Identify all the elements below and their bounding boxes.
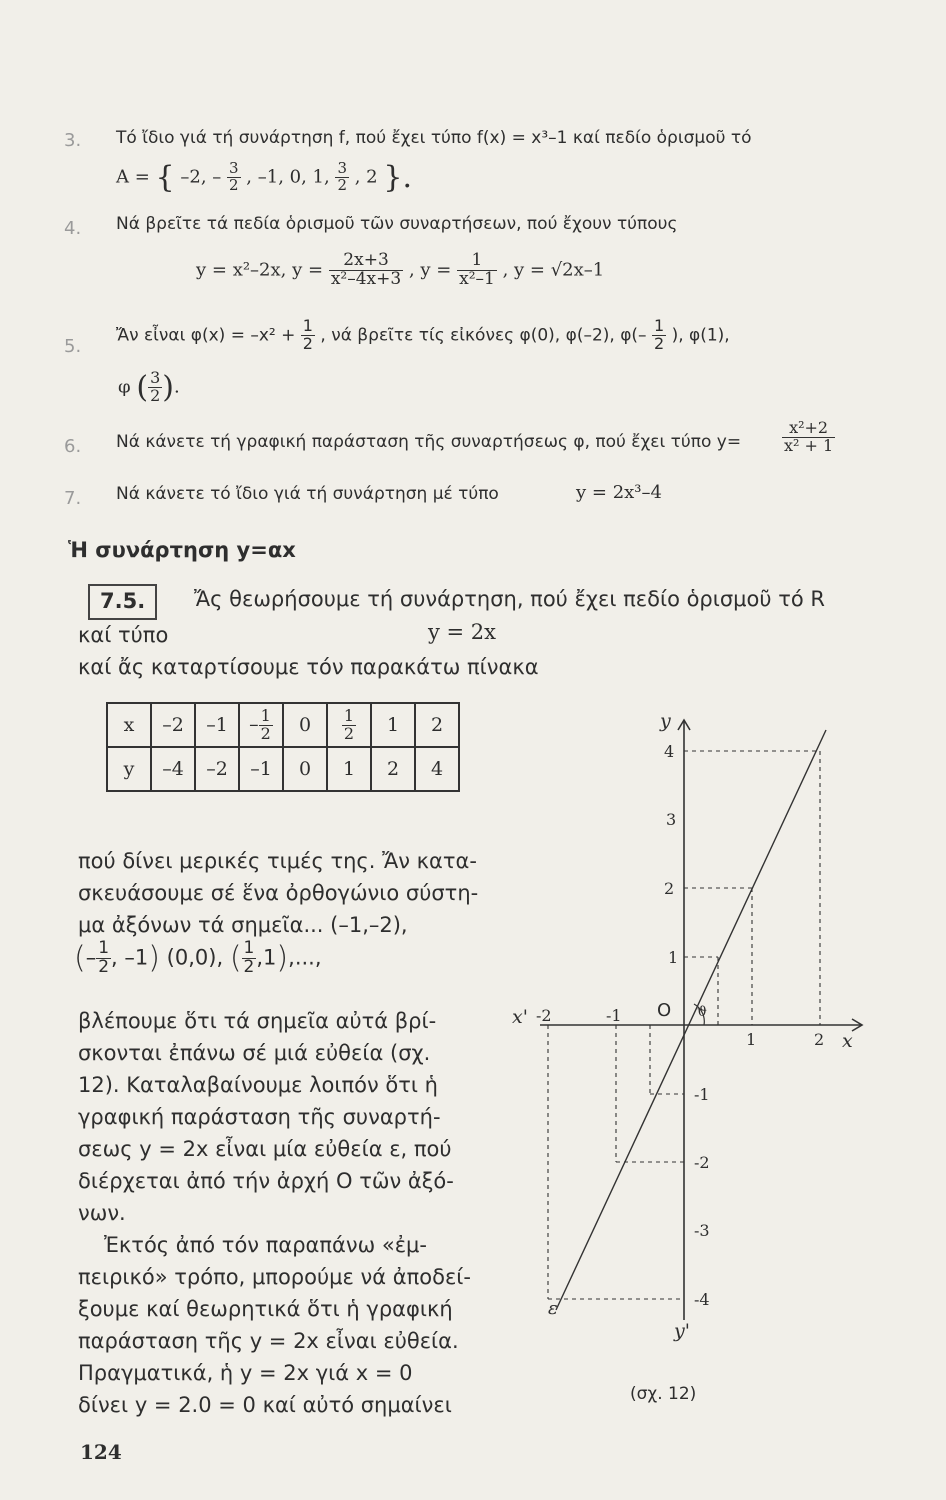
y-tick-label: 4 (664, 742, 675, 761)
para-line: Ἐκτός ἀπό τόν παραπάνω «ἐμ- (104, 1233, 427, 1257)
para-line: νων. (78, 1201, 126, 1225)
formula-3-fraction: $\frac{1}{\text{x²–1}}$ (459, 250, 495, 289)
x-tick-label: -2 (536, 1006, 552, 1025)
table-cell: 1 (327, 747, 371, 791)
exercise-6-fraction: $\frac{\text{x²+2}}{\text{x² + 1}}$ (784, 418, 834, 455)
table-cell: 0 (283, 703, 327, 747)
phi-symbol: φ (118, 376, 131, 398)
section-intro-c: καί ἄς καταρτίσουμε τόν παρακάτω πίνακα (78, 655, 539, 679)
formula-1: y = x²–2x, (196, 259, 287, 281)
ex5-part-a: Ἄν εἶναι φ(x) = –x² + (116, 325, 296, 346)
exercise-6-text: Νά κάνετε τή γραφική παράσταση τῆς συναρτήσεως φ, πού ἔχει τύπο y= (116, 432, 742, 452)
set-fraction: $\frac{3}{2}$ (229, 159, 239, 194)
exercise-7-text: Νά κάνετε τό ἴδιο γιά τή συνάρτηση μέ τύπο (116, 484, 499, 504)
table-cell: –2 (195, 747, 239, 791)
exercise-3-text: Τό ἴδιο γιά τή συνάρτηση f, πού ἔχει τύπο f(x) = x³–1 καί πεδίο ὁρισμοῦ τό (116, 128, 752, 148)
y-tick-label: 2 (664, 879, 675, 898)
table-cell: y (107, 747, 151, 791)
para-points: (– $\frac{1}{2}$ , –1) (0,0), ( $\frac{1}{2}$ ,1),..., (74, 938, 322, 977)
exercise-7-number: 7. (64, 488, 82, 509)
set-item: –2, – (180, 166, 222, 188)
table-cell: 1 (371, 703, 415, 747)
exercise-5-phi-three-halves: φ ( $\frac{3}{2}$ ). (118, 368, 180, 405)
section-heading: Ἡ συνάρτηση y=αx (68, 538, 296, 562)
y-axis-label: y (660, 710, 671, 732)
ex5-end: . (173, 376, 180, 398)
exercise-6-number: 6. (64, 436, 82, 457)
line-label: ε (548, 1298, 558, 1319)
exercise-5-number: 5. (64, 336, 82, 357)
para-line: δίνει y = 2.0 = 0 καί αὐτό σημαίνει (78, 1393, 452, 1417)
table-cell: 4 (415, 747, 459, 791)
section-formula: y = 2x (428, 620, 497, 644)
table-cell: 0 (283, 747, 327, 791)
para-line: μα ἀξόνων τά σημεῖα... (–1,–2), (78, 913, 408, 937)
exercise-4-text: Νά βρεῖτε τά πεδία ὁρισμοῦ τῶν συναρτήσεων, πού ἔχουν τύπους (116, 214, 678, 234)
formula-2-fraction: $\frac{2x+3}{\text{x²–4x+3}}$ (330, 250, 402, 289)
para-line: πού δίνει μερικές τιμές της. Ἄν κατα- (78, 849, 477, 873)
ex5-half-fraction: $\frac{1}{2}$ (302, 316, 313, 353)
y-neg-axis-label: y' (674, 1320, 690, 1342)
ex5-part-b: , νά βρεῖτε τίς εἰκόνες φ(0), φ(–2), φ(– (320, 325, 647, 346)
formula-2-prefix: y = (292, 259, 324, 281)
set-open-brace: { (155, 160, 175, 195)
y-tick-label: -1 (694, 1085, 710, 1104)
y-tick-label: -2 (694, 1153, 710, 1172)
table-cell: –2 (151, 703, 195, 747)
para-line: παράσταση τῆς y = 2x εἶναι εὐθεία. (78, 1329, 459, 1353)
para-line: γραφική παράσταση τῆς συναρτή- (78, 1105, 441, 1129)
x-axis-label: x (842, 1030, 853, 1052)
y-tick-label: 3 (666, 810, 677, 829)
page-number: 124 (80, 1440, 122, 1464)
table-cell: x (107, 703, 151, 747)
para-line: σκευάσουμε σέ ἕνα ὀρθογώνιο σύστη- (78, 881, 479, 905)
ex5-part-c: ), φ(1), (671, 325, 730, 346)
para-line: πειρικό» τρόπο, μπορούμε νά ἀποδεί- (78, 1265, 471, 1289)
set-item: , 2 (354, 166, 378, 188)
para-line: 12). Καταλαβαίνουμε λοιπόν ὅτι ἡ (78, 1073, 438, 1097)
formula-3-prefix: , y = (408, 259, 452, 281)
x-tick-label: 2 (814, 1030, 825, 1049)
table-cell: –1 (239, 747, 283, 791)
para-line: ξουμε καί θεωρητικά ὅτι ἡ γραφική (78, 1297, 453, 1321)
line-epsilon (556, 730, 826, 1310)
table-cell: – $\frac{1}{2}$ (239, 703, 283, 747)
table-cell: –4 (151, 747, 195, 791)
set-close-brace: }. (383, 160, 412, 195)
y-tick-label: -4 (694, 1290, 710, 1309)
set-label: A = (116, 166, 150, 188)
table-cell: $\frac{1}{2}$ (327, 703, 371, 747)
para-line: βλέπουμε ὅτι τά σημεῖα αὐτά βρί- (78, 1009, 437, 1033)
section-box-number: 7.5. (88, 584, 157, 620)
set-item: , –1, 0, 1, (246, 166, 336, 188)
para-line: Πραγματικά, ἡ y = 2x γιά x = 0 (78, 1361, 413, 1385)
para-line: σεως y = 2x εἶναι μία εὐθεία ε, πού (78, 1137, 452, 1161)
x-tick-label: 1 (746, 1030, 757, 1049)
para-line: διέρχεται ἀπό τήν ἀρχή O τῶν ἀξό- (78, 1169, 454, 1193)
y-tick-label: -3 (694, 1221, 710, 1240)
section-intro-a: Ἄς θεωρήσουμε τή συνάρτηση, πού ἔχει πεδίο ὁρισμοῦ τό R (194, 587, 825, 611)
angle-label: ϑ (697, 1004, 708, 1020)
exercise-7-formula: y = 2x³–4 (576, 482, 662, 503)
formula-4: , y = √2x–1 (502, 259, 605, 281)
y-tick-label: 1 (668, 948, 679, 967)
table-cell: –1 (195, 703, 239, 747)
figure-caption: (σχ. 12) (630, 1384, 697, 1404)
para-line: σκονται ἐπάνω σέ μιά εὐθεία (σχ. (78, 1041, 431, 1065)
x-neg-axis-label: x' (512, 1006, 528, 1028)
exercise-4-number: 4. (64, 218, 82, 239)
ex5-half-fraction-2: $\frac{1}{2}$ (653, 316, 665, 353)
x-tick-label: -1 (606, 1006, 622, 1025)
set-fraction: $\frac{3}{2}$ (337, 159, 347, 194)
origin-label: O (657, 1000, 672, 1021)
section-intro-b: καί τύπο (78, 623, 169, 647)
table-cell: 2 (415, 703, 459, 747)
exercise-3-number: 3. (64, 130, 82, 151)
table-cell: 2 (371, 747, 415, 791)
